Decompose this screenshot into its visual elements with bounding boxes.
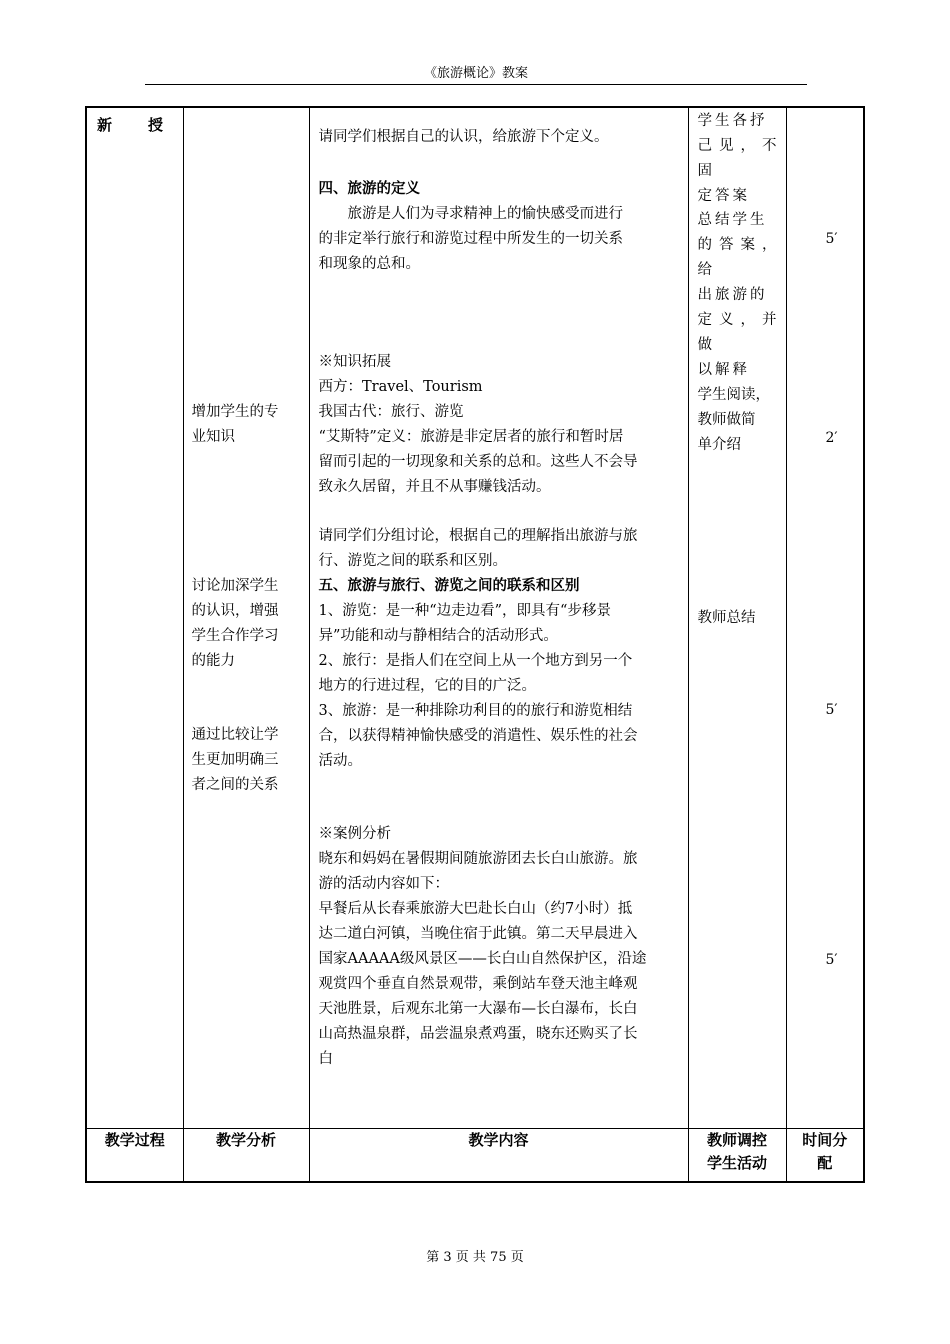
question-group-discussion: 请同学们分组讨论，根据自己的理解指出旅游与旅 行、游览之间的联系和区别。: [318, 528, 638, 569]
stage-cell: [86, 107, 183, 1129]
time-value-1: 5′: [825, 231, 838, 247]
page-header: 《旅游概论》教案: [423, 66, 528, 81]
time-value-3: 5′: [825, 702, 838, 718]
activity-note-2: 总结学生 的答案，给 出旅游的 定义，并做 以解释: [697, 212, 780, 378]
activity-note-4: 教师总结: [697, 610, 756, 626]
knowledge-extension: ※知识拓展 西方：Travel、Tourism 我国古代：旅行、游览 “艾斯特”定义：旅游是非定居者的旅行和暂时居 留而引起的一切现象和关系的总和。这些人不会导 致永久居留，并且不从事赚钱活动。: [318, 354, 638, 495]
analysis-cell: [183, 107, 309, 1129]
analysis-note-3: 通过比较让学 生更加明确三 者之间的关系: [191, 727, 279, 793]
analysis-note-2: 讨论加深学生 的认识，增强 学生合作学习 的能力: [191, 578, 279, 669]
comparison-items: 1、游览：是一种“边走边看”，即具有“步移景 异”功能和动与静相结合的活动形式。 2、旅行：是指人们在空间上从一个地方到另一个 地方的行进过程，它的目的广泛。 3、旅游：是一种排除功利目的的旅行和游览相结 合，以获得精神愉快感受的消遣性、娱乐性的社会 活动。: [318, 603, 638, 769]
time-value-2: 2′: [825, 430, 838, 446]
activity-note-1: 学生各抒 己见，不固 定答案: [697, 113, 780, 204]
page-number: 第 3 页 共 75 页: [426, 1250, 524, 1265]
label-time-allocation: 时间分 配: [786, 1129, 864, 1183]
table-header-labels-row: [86, 1129, 864, 1183]
lesson-body-row: [86, 107, 864, 1129]
label-teacher-activity: 教师调控 学生活动: [688, 1129, 786, 1183]
content-cell: [309, 107, 688, 1129]
analysis-note-1: 增加学生的专 业知识: [191, 404, 279, 445]
activity-note-3: 学生阅读， 教师做简 单介绍: [697, 387, 770, 453]
case-analysis: ※案例分析 晓东和妈妈在暑假期间随旅游团去长白山旅游。旅 游的活动内容如下： 早餐后从长春乘旅游大巴赴长白山（约7小时）抵 达二道白河镇，当晚住宿于此镇。第二天早晨进入 国家AAAAA级风景区——长白山自然保护区，沿途 观赏四个垂直自然景观带，乘倒站车登天池主峰观 天池胜景，后观东北第一大瀑布—长白瀑布，长白 山高热温泉群，品尝温泉煮鸡蛋，晓东还购买了长 白: [318, 826, 647, 1067]
activity-cell: [688, 107, 786, 1129]
label-teaching-content: 教学内容: [309, 1129, 688, 1183]
header-rule: [145, 84, 807, 85]
label-teaching-process: 教学过程: [86, 1129, 183, 1183]
question-define-tourism: 请同学们根据自己的认识，给旅游下个定义。: [318, 129, 609, 145]
section-heading-comparison: 五、旅游与旅行、游览之间的联系和区别: [318, 578, 580, 594]
lesson-table: [85, 106, 865, 1183]
label-teaching-analysis: 教学分析: [183, 1129, 309, 1183]
stage-label: 新 授: [97, 116, 163, 134]
time-value-4: 5′: [825, 952, 838, 968]
definition-paragraph: 旅游是人们为寻求精神上的愉快感受而进行 的非定举行旅行和游览过程中所发生的一切关系 和现象的总和。: [318, 206, 623, 272]
time-cell: [786, 107, 864, 1129]
section-heading-definition: 四、旅游的定义: [318, 181, 420, 197]
